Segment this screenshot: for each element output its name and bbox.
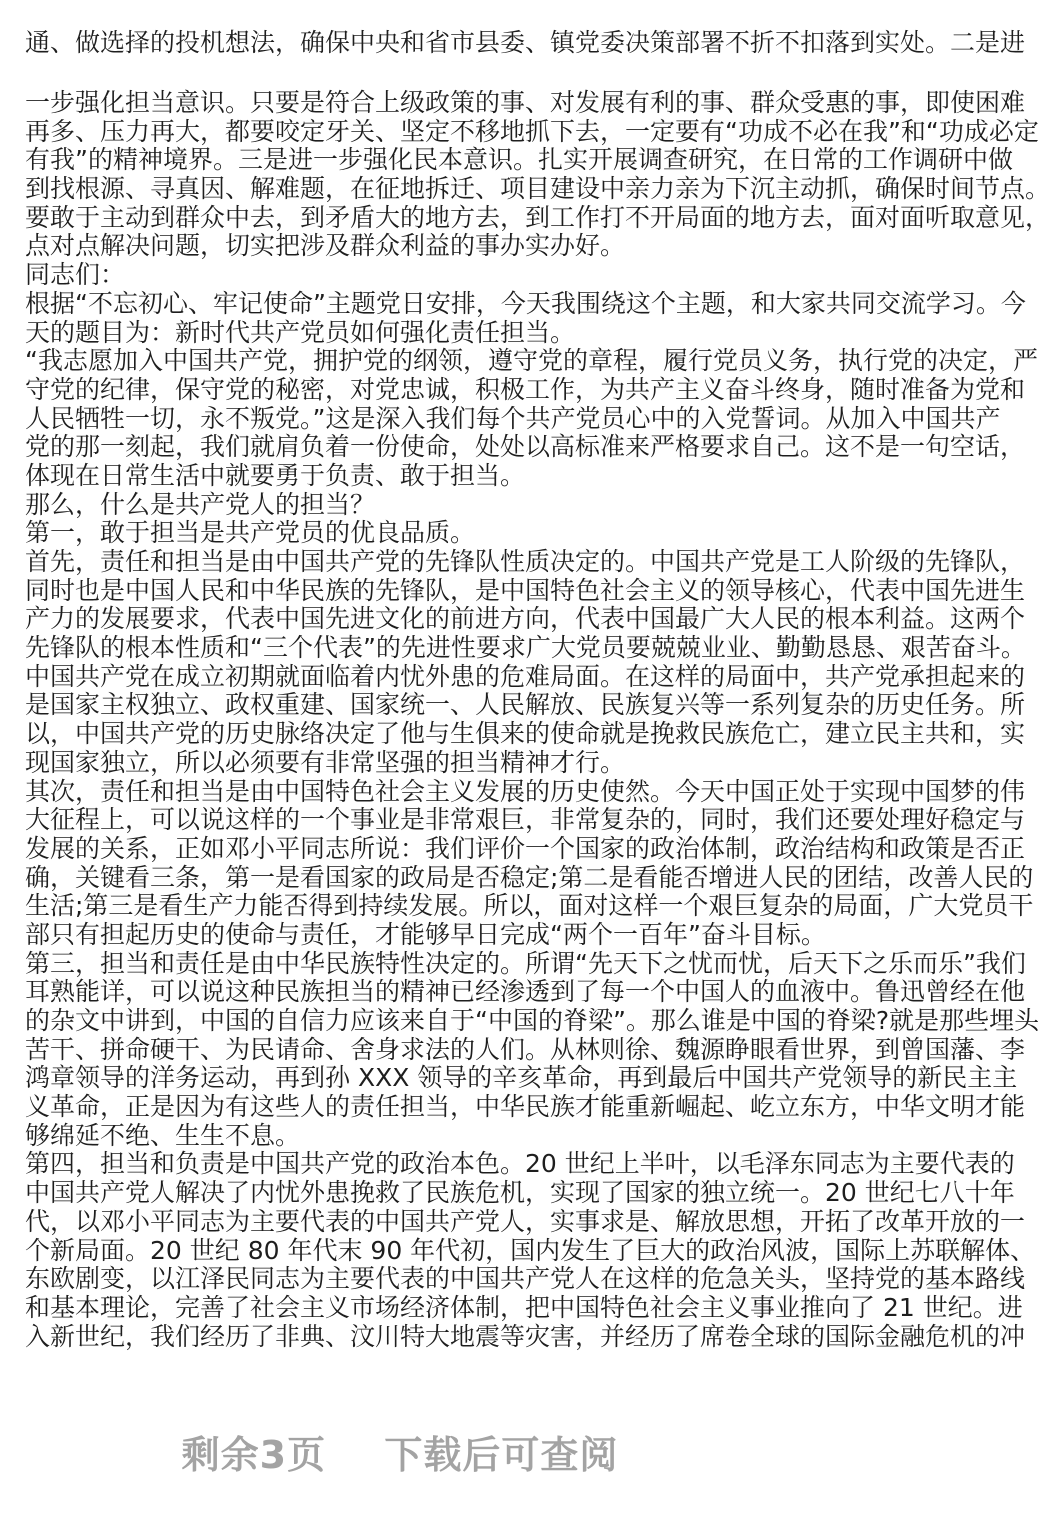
text-line: 通、做选择的投机想法，确保中央和省市县委、镇党委决策部署不折不扣落到实处。二是进 xyxy=(25,28,1026,57)
text-line: 有我”的精神境界。三是进一步强化民本意识。扎实开展调查研究，在日常的工作调研中做 xyxy=(25,145,1013,175)
paragraph xyxy=(25,491,776,520)
paragraph xyxy=(25,948,1040,1151)
text-line: 个新局面。20 世纪 80 年代末 90 年代初，国内发生了巨大的政治风波，国际上苏联解体、 xyxy=(25,1235,1036,1265)
text-line: 天的题目为：新时代共产党员如何强化责任担当。 xyxy=(25,317,576,347)
document-page-1 xyxy=(25,28,1026,58)
text-line: 第一，敢于担当是共产党员的优良品质。 xyxy=(25,518,476,548)
text-line: “我志愿加入中国共产党，拥护党的纲领，遵守党的章程，履行党员义务，执行党的决定，严 xyxy=(25,346,1038,376)
text-line: 发展的关系，正如邓小平同志所说：我们评价一个国家的政治体制，政治结构和政策是否正 xyxy=(25,833,1026,863)
paragraph xyxy=(25,288,1026,347)
paragraph xyxy=(25,346,1038,490)
text-line: 确，关键看三条，第一是看国家的政局是否稳定;第二是看能否增进人民的团结，改善人民的 xyxy=(25,862,1034,892)
text-line: 其次，责任和担当是由中国特色社会主义发展的历史使然。今天中国正处于实现中国梦的伟 xyxy=(25,776,1026,806)
text-line: 的杂文中讲到，中国的自信力应该来自于“中国的脊梁”。那么谁是中国的脊梁?就是那些埋头 xyxy=(25,1006,1040,1035)
text-line: 代，以邓小平同志为主要代表的中国共产党人，实事求是、解放思想，开拓了改革开放的一 xyxy=(25,1206,1026,1236)
text-line: 是国家主权独立、政权重建、国家统一、人民解放、民族复兴等一系列复杂的历史任务。所 xyxy=(25,690,1026,720)
paragraph xyxy=(25,1149,1036,1351)
text-line: 中国共产党人解决了内忧外患挽救了民族危机，实现了国家的独立统一。20 世纪七八十年 xyxy=(25,1178,1015,1208)
text-line: 现国家独立，所以必须要有非常坚强的担当精神才行。 xyxy=(25,747,626,777)
text-line: 同志们： xyxy=(25,260,126,290)
text-line: 耳熟能详，可以说这种民族担当的精神已经渗透到了每一个中国人的血液中。鲁迅曾经在他 xyxy=(25,977,1026,1007)
text-line: 同时也是中国人民和中华民族的先锋队，是中国特色社会主义的领导核心，代表中国先进生 xyxy=(25,575,1026,605)
text-line: 苦干、拼命硬干、为民请命、舍身求法的人们。从林则徐、魏源睁眼看世界，到曾国藩、李 xyxy=(25,1034,1026,1064)
document-page-2 xyxy=(25,88,1050,1351)
download-to-view-label[interactable]: 下载后可查阅 xyxy=(384,1433,619,1477)
text-line: 生活;第三是看生产力能否得到持续发展。所以，面对这样一个艰巨复杂的局面，广大党员干 xyxy=(25,891,1034,921)
text-line: 入新世纪，我们经历了非典、汶川特大地震等灾害，并经历了席卷全球的国际金融危机的冲 xyxy=(25,1321,1026,1351)
download-prompt[interactable] xyxy=(0,1424,800,1479)
text-line: 产力的发展要求，代表中国先进文化的前进方向，代表中国最广大人民的根本利益。这两个 xyxy=(25,604,1026,634)
text-line: 东欧剧变，以江泽民同志为主要代表的中国共产党人在这样的危急关头，坚持党的基本路线 xyxy=(25,1264,1026,1294)
text-line: 那么，什么是共产党人的担当？ xyxy=(25,489,376,519)
text-line: 中国共产党在成立初期就面临着内忧外患的危难局面。在这样的局面中，共产党承担起来的 xyxy=(25,661,1026,691)
paragraph xyxy=(25,519,776,548)
text-line: 义革命，正是因为有这些人的责任担当，中华民族才能重新崛起、屹立东方，中华文明才能 xyxy=(25,1092,1026,1122)
text-line: 人民牺牲一切，永不叛党。”这是深入我们每个共产党员心中的入党誓词。从加入中国共产 xyxy=(25,403,1001,433)
text-line: 第四，担当和负责是中国共产党的政治本色。20 世纪上半叶，以毛泽东同志为主要代表的 xyxy=(25,1149,1015,1179)
text-line: 点对点解决问题，切实把涉及群众利益的事办实办好。 xyxy=(25,231,626,261)
text-line: 一步强化担当意识。只要是符合上级政策的事、对发展有利的事、群众受惠的事，即使困难 xyxy=(25,88,1026,117)
paragraph xyxy=(25,261,776,290)
text-line: 守党的纪律，保守党的秘密，对党忠诚，积极工作，为共产主义奋斗终身，随时准备为党和 xyxy=(25,374,1026,404)
text-line: 体现在日常生活中就要勇于负责、敢于担当。 xyxy=(25,460,526,490)
text-line: 大征程上，可以说这样的一个事业是非常艰巨，非常复杂的，同时，我们还要处理好稳定与 xyxy=(25,805,1026,835)
text-line: 第三，担当和责任是由中华民族特性决定的。所谓“先天下之忧而忧，后天下之乐而乐”我们 xyxy=(25,948,1026,978)
text-line: 首先，责任和担当是由中国共产党的先锋队性质决定的。中国共产党是工人阶级的先锋队， xyxy=(25,547,1026,576)
text-line: 根据“不忘初心、牢记使命”主题党日安排，今天我围绕这个主题，和大家共同交流学习。今 xyxy=(25,288,1026,318)
text-line: 部只有担起历史的使命与责任，才能够早日完成“两个一百年”奋斗目标。 xyxy=(25,919,826,949)
text-line: 和基本理论，完善了社会主义市场经济体制，把中国特色社会主义事业推向了 21 世纪。进 xyxy=(25,1292,1023,1322)
text-line: 鸿章领导的洋务运动，再到孙 XXX 领导的辛亥革命，再到最后中国共产党领导的新民主主 xyxy=(25,1063,1018,1093)
text-line: 以，中国共产党的历史脉络决定了他与生俱来的使命就是挽救民族危亡，建立民主共和，实 xyxy=(25,719,1026,749)
paragraph xyxy=(25,28,1026,58)
paragraph xyxy=(25,547,1026,778)
text-line: 先锋队的根本性质和“三个代表”的先进性要求广大党员要兢兢业业、勤勤恳恳、艰苦奋斗。 xyxy=(25,633,1026,663)
text-line: 到找根源、寻真因、解难题，在征地拆迁、项目建设中亲力亲为下沉主动抓，确保时间节点。 xyxy=(25,174,1050,204)
paragraph xyxy=(25,776,1034,950)
text-line: 要敢于主动到群众中去，到矛盾大的地方去，到工作打不开局面的地方去，面对面听取意见， xyxy=(25,202,1050,232)
remaining-pages-label[interactable]: 剩余3页 xyxy=(181,1433,327,1477)
text-line: 再多、压力再大，都要咬定牙关、坚定不移地抓下去，一定要有“功成不必在我”和“功成必定 xyxy=(25,116,1039,146)
paragraph xyxy=(25,88,1050,261)
text-line: 够绵延不绝、生生不息。 xyxy=(25,1120,301,1150)
text-line: 党的那一刻起，我们就肩负着一份使命，处处以高标准来严格要求自己。这不是一句空话， xyxy=(25,432,1026,462)
